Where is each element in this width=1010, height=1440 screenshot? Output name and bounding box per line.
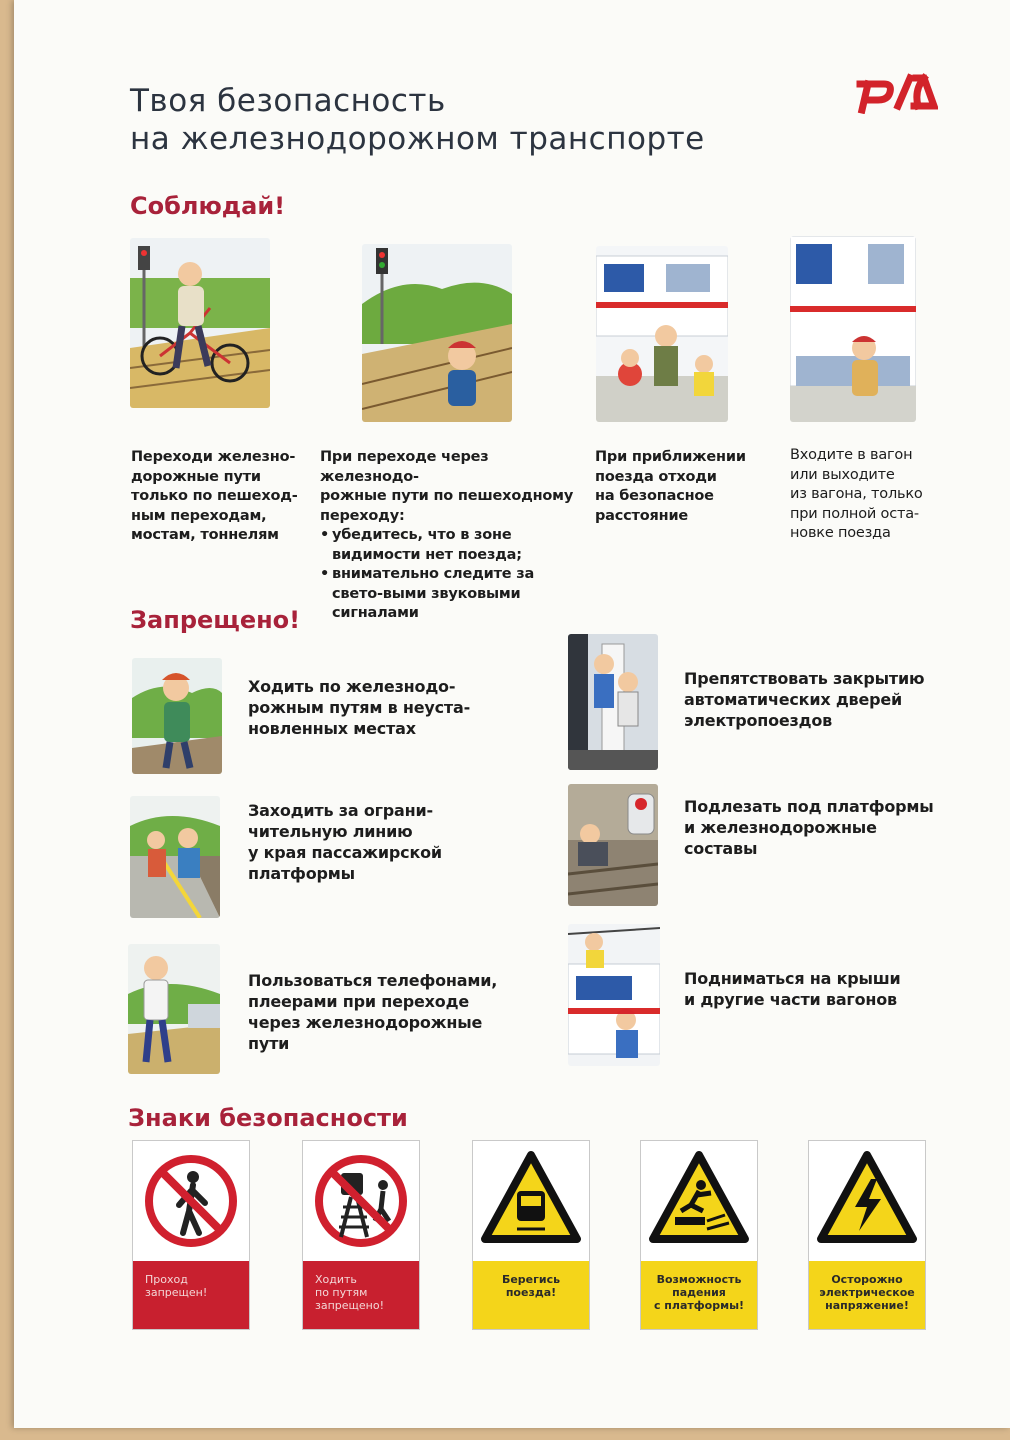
observe-caption-2: При переходе через железнодо- рожные пути по пешеходному переходу: • убедитесь, что в зоне видимости нет поезда; • внимательно следите за свето-выми звуковыми сигналами <box>320 448 588 624</box>
no-walking-on-tracks-icon <box>303 1141 419 1259</box>
sign-label: Осторожно электрическое напряжение! <box>809 1261 925 1329</box>
walking-on-tracks-illustration <box>132 658 222 774</box>
sign-beware-train <box>472 1140 590 1330</box>
rzd-logo <box>854 70 938 114</box>
sign-label: Возможность падения с платформы! <box>641 1261 757 1329</box>
forbidden-heading: Запрещено! <box>130 606 301 634</box>
title-line-2: на железнодорожном транспорте <box>130 121 705 157</box>
platform-edge-illustration <box>130 796 220 918</box>
poster-title <box>130 82 770 158</box>
caption-bullet: • убедитесь, что в зоне видимости нет поезда; <box>320 526 588 565</box>
cyclist-crossing-illustration <box>130 238 270 408</box>
observe-caption-3: При приближении поезда отходи на безопасное расстояние <box>595 449 746 524</box>
sign-label: Ходить по путям запрещено! <box>303 1261 419 1329</box>
forbidden-caption-3: Пользоваться телефонами, плеерами при переходе через железнодорожные пути <box>248 971 498 1053</box>
climbing-on-roof-illustration <box>568 924 660 1066</box>
train-warning-icon <box>473 1141 589 1259</box>
observe-caption-4: Входите в вагон или выходите из вагона, только при полной оста- новке поезда <box>790 447 923 541</box>
forbidden-caption-6: Подниматься на крыши и другие части вагонов <box>684 969 901 1009</box>
title-line-1: Твоя безопасность <box>130 83 446 119</box>
boarding-stopped-train-illustration <box>790 236 916 422</box>
forbidden-caption-2: Заходить за ограни- чительную линию у края пассажирской платформы <box>248 801 442 883</box>
caption-bullet: • внимательно следите за свето-выми звуковыми сигналами <box>320 565 588 624</box>
sign-no-passage <box>132 1140 250 1330</box>
platform-fall-warning-icon <box>641 1141 757 1259</box>
blocking-doors-illustration <box>568 634 658 770</box>
sign-label: Берегись поезда! <box>473 1261 589 1329</box>
sign-label: Проход запрещен! <box>133 1261 249 1329</box>
phone-while-crossing-illustration <box>128 944 220 1074</box>
child-at-crossing-illustration <box>362 244 512 422</box>
sign-no-walking-on-tracks <box>302 1140 420 1330</box>
forbidden-caption-5: Подлезать под платформы и железнодорожные составы <box>684 797 934 858</box>
observe-heading: Соблюдай! <box>130 192 286 220</box>
no-pedestrian-icon <box>133 1141 249 1259</box>
forbidden-caption-4: Препятствовать закрытию автоматических дверей электропоездов <box>684 669 925 730</box>
high-voltage-warning-icon <box>809 1141 925 1259</box>
sign-platform-fall <box>640 1140 758 1330</box>
observe-caption-1: Переходи железно- дорожные пути только по пешеход- ным переходам, мостам, тоннелям <box>131 449 298 543</box>
signs-heading: Знаки безопасности <box>128 1104 408 1132</box>
forbidden-caption-1: Ходить по железнодо- рожным путям в неуста- новленных местах <box>248 677 471 738</box>
sign-high-voltage <box>808 1140 926 1330</box>
crawling-under-platform-illustration <box>568 784 658 906</box>
distance-from-train-illustration <box>596 246 728 422</box>
